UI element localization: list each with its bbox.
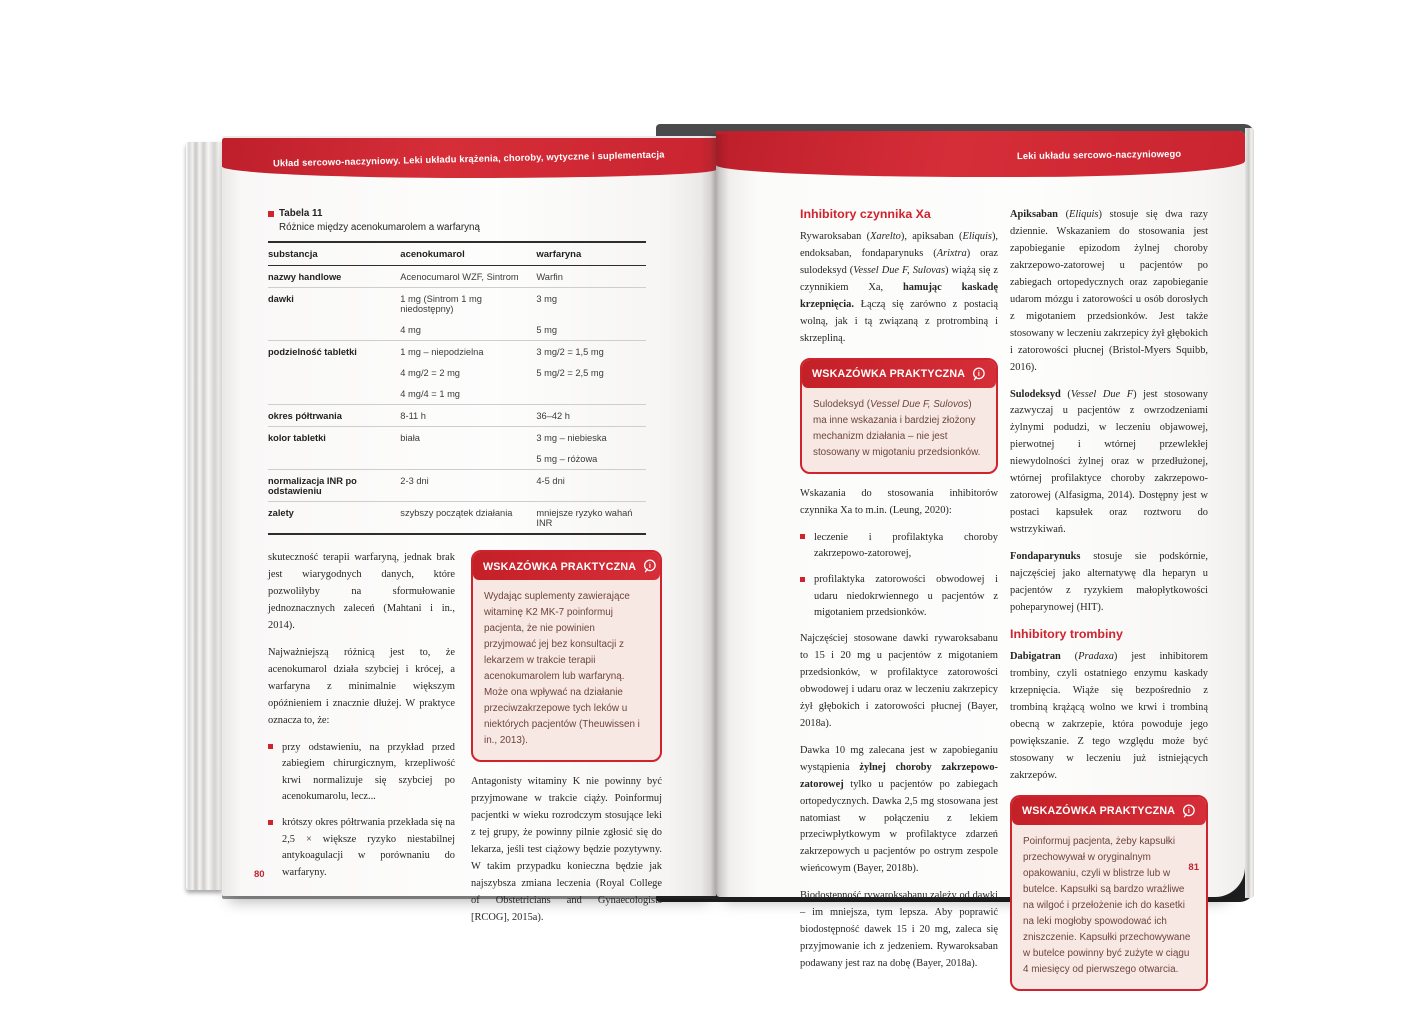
- table-cell: okres półtrwania: [268, 405, 400, 427]
- table-label-row: [268, 208, 662, 219]
- table-cell: [268, 362, 400, 383]
- info-icon: [971, 367, 986, 382]
- table-cell: [268, 383, 400, 405]
- table-cell: 3 mg – niebieska: [536, 427, 646, 449]
- section-title: Inhibitory trombiny: [1010, 626, 1123, 641]
- table-row: [268, 383, 646, 405]
- table-cell: 5 mg: [536, 324, 558, 335]
- left-page-content: [268, 208, 662, 937]
- right-running-header: Leki układu sercowo-naczyniowego: [1016, 147, 1182, 161]
- table-cell: [536, 383, 646, 405]
- table-cell: 1 mg – niepodzielna: [400, 341, 536, 363]
- tip-box-header: [1012, 797, 1206, 825]
- table-cell: [268, 319, 400, 341]
- table-cell: [268, 448, 400, 470]
- paragraph: Fondaparynuks stosuje sie podskórnie, najczęściej jako alternatywę dla heparyn u pacjentów z ryzykiem małopłytkowości poheparynowej (HIT).: [1010, 551, 1208, 613]
- table-cell: 2-3 dni: [400, 470, 536, 502]
- table-row: [268, 266, 646, 288]
- svg-text:i: i: [649, 562, 652, 570]
- paragraph: Dabigatran (Pradaxa) jest inhibitorem trombiny, czyli ostatniego enzymu kaskady krzepnięcia. Wiąże się bezpośrednio z trombiną krążącą wolno we krwi i trombiną obecną w zakrzepie, która powoduje jego powiększanie. Z tego względu może być stosowany w leczeniu już istniejących zakrzepów.: [1010, 650, 1208, 781]
- paragraph: Antagonisty witaminy K nie powinny być przyjmowane w trakcie ciąży. Poinformuj pacjentki w wieku rozrodczym stosujące leki z tej grupy, że powinny pilnie zgłosić się do lekarza, jeśli test ciążowy będzie pozytywny. W takim przypadku konieczna będzie jak najszybsza zmiana leczenia (Royal College of Obstetricians and Gynaecologists [RCOG], 2015a).: [471, 776, 662, 924]
- bullet-square-icon: [800, 534, 805, 539]
- table-cell: 8-11 h: [400, 405, 536, 427]
- paragraph: Wskazania do stosowania inhibitorów czynnika Xa to m.in. (Leung, 2020):: [800, 487, 998, 516]
- bullet-square-icon: [268, 744, 273, 749]
- tip-box-title: WSKAZÓWKA PRAKTYCZNA: [483, 560, 637, 573]
- column-header: acenokumarol: [400, 242, 536, 266]
- list-item: [268, 815, 455, 882]
- table-row: [268, 341, 646, 363]
- table-row: [268, 448, 646, 470]
- table-cell: 4-5 dni: [536, 470, 646, 502]
- paragraph: Biodostępność rywaroksabanu zależy od dawki – im mniejsza, tym lepsza. Aby poprawić biodostępność dawek 15 i 20 mg, zaleca się przyjmowanie ich z jedzeniem. Rywaroksaban podawany jest raz na dobę (Bayer, 2018a).: [800, 890, 998, 970]
- table-label: Tabela 11: [279, 208, 323, 219]
- table-cell: szybszy początek działania: [400, 502, 536, 535]
- right-header-band: [716, 131, 1245, 177]
- info-icon: [642, 559, 657, 574]
- table-cell: 4 mg/2 = 2 mg: [400, 367, 460, 378]
- left-page-column-1: [268, 550, 455, 937]
- table-cell: [400, 448, 536, 470]
- right-page-column-2: [1010, 207, 1208, 1003]
- page-number: 80: [254, 869, 265, 880]
- page-number: 81: [1188, 862, 1199, 873]
- paragraph: Apiksaban (Eliquis) stosuje się dwa razy dziennie. Wskazaniem do stosowania jest zapobieganie epizodom żylnej choroby zakrzepowo-zatorowej u pacjentów po zabiegach ortopedycznych oraz zapobieganie udarom mózgu i zatorowości u osób dorosłych z migotaniem przedsionków. Jest także stosowany w leczeniu zakrzepicy żył głębokich i zatorowości płucnej (Bristol-Myers Squibb, 2016).: [1010, 209, 1208, 373]
- column-header: substancja: [268, 242, 400, 266]
- open-book: [186, 118, 1254, 975]
- list-item: [800, 572, 998, 622]
- left-page-stack-edges: [186, 142, 222, 890]
- paragraph: skuteczność terapii warfaryną, jednak brak jest wiarygodnych danych, które pozwoliłyby na sformułowanie jednoznacznych zaleceń (Mahtani i in., 2014).: [268, 552, 455, 631]
- table-header-row: [268, 242, 646, 266]
- left-page-column-2: [471, 550, 662, 937]
- table-cell: 4 mg: [400, 324, 421, 335]
- table-cell: 3 mg/2 = 1,5 mg: [536, 341, 646, 363]
- tip-box-header: [802, 360, 996, 388]
- tip-box-body: Sulodeksyd (Vessel Due F, Sulovos) ma inne wskazania i bardziej złożony mechanizm działania – nie jest stosowany w migotaniu przedsionków.: [813, 398, 981, 458]
- table-cell: Acenocumarol WZF, Sintrom: [400, 271, 519, 282]
- bullet-list: [800, 530, 998, 622]
- table-row: [268, 427, 646, 449]
- section-title: Inhibitory czynnika Xa: [800, 207, 931, 221]
- table-cell: kolor tabletki: [268, 427, 400, 449]
- table-cell: 1 mg (Sintrom 1 mg niedostępny): [400, 288, 536, 320]
- list-item-text: leczenie i profilaktyka choroby zakrzepowo-zatorowej,: [814, 531, 998, 560]
- tip-box-title: WSKAZÓWKA PRAKTYCZNA: [812, 368, 966, 381]
- paragraph: Najważniejszą różnicą jest to, że acenokumarol działa szybciej i krócej, a warfaryna z minimalnie większym opóźnieniem i znacznie dłużej. W praktyce oznacza to, że:: [268, 646, 455, 726]
- table-cell: mniejsze ryzyko wahań INR: [536, 502, 646, 535]
- paragraph: Sulodeksyd (Vessel Due F) jest stosowany zazwyczaj u pacjentów z owrzodzeniami żylnymi podudzi, w leczeniu objawowej, pierwotnej i wtórnej przewlekłej niewydolności żylnej oraz w przedłużonej, wtórnej profilaktyce choroby zakrzepowo-zatorowej (Alfasigma, 2014). Dostępny jest w postaci kapsułek oraz roztworu do wstrzykiwań.: [1010, 388, 1208, 536]
- table-cell: 3 mg: [536, 288, 646, 320]
- table-cell: 36–42 h: [536, 405, 646, 427]
- right-page-content: [800, 207, 1208, 1003]
- paragraph: Rywaroksaban (Xarelto), apiksaban (Eliquis), endoksaban, fondaparynuks (Arixtra) oraz sulodeksyd (Vessel Due F, Sulovas) wiążą się z czynnikiem Xa, hamując kaskadę krzepnięcia. Łączą się zarówno z postacią wolną, jak i tą związaną z protrombiną i skrzepliną.: [800, 231, 999, 344]
- tip-box-body: Wydając suplementy zawierające witaminę K2 MK-7 poinformuj pacjenta, że nie powinien przyjmować jej bez konsultacji z lekarzem w trakcie terapii acenokumarolem lub warfaryną. Może ona wpływać na działanie przeciwzakrzepowe tych leków u niektórych pacjentów (Theuwissen i in., 2013).: [484, 591, 640, 747]
- table-cell: normalizacja INR po odstawieniu: [268, 470, 400, 502]
- page-left: [222, 138, 716, 924]
- list-item-text: krótszy okres półtrwania przekłada się na 2,5 × większe ryzyko niestabilnej antykoagulacji w porównaniu do warfaryny.: [282, 817, 455, 879]
- paragraph: Najczęściej stosowane dawki rywaroksabanu to 15 i 20 mg u pacjentów z migotaniem przedsionków, w profilaktyce zatorowości obwodowej i udaru oraz w leczeniu zakrzepicy żył głębokich i zatorowości płucnej (Bayer, 2018a).: [800, 632, 998, 729]
- table-cell: dawki: [268, 288, 400, 320]
- right-page-column-1: [800, 207, 998, 1003]
- list-item: [268, 740, 455, 807]
- table-label-bullet: [268, 211, 274, 217]
- tip-box: [1010, 795, 1208, 991]
- list-item: [800, 530, 998, 563]
- table-cell: podzielność tabletki: [268, 341, 400, 363]
- column-header: warfaryna: [536, 242, 646, 266]
- svg-text:i: i: [1188, 806, 1191, 815]
- right-page-stack-edges: [1245, 128, 1254, 898]
- table-cell: 4 mg/4 = 1 mg: [400, 388, 460, 399]
- tip-box-header: [473, 552, 660, 580]
- left-running-header: Układ sercowo-naczyniowy. Leki układu krążenia, choroby, wytyczne i suplementacja: [273, 148, 665, 168]
- bullet-list: [268, 740, 455, 882]
- tip-box-title: WSKAZÓWKA PRAKTYCZNA: [1022, 805, 1176, 818]
- info-icon: [1181, 804, 1196, 819]
- table-row: [268, 288, 646, 320]
- paragraph: Dawka 10 mg zalecana jest w zapobieganiu wystąpienia żylnej choroby zakrzepowo-zatorowej tylko u pacjentów po zabiegach ortopedycznych. Dawka 2,5 mg stosowana jest natomiast w połączeniu z lekiem przeciwpłytkowym w profilaktyce zdarzeń zakrzepowych u pacjentów po ostrym zespole wieńcowym (Bayer, 2018b).: [800, 744, 998, 875]
- table-row: [268, 502, 646, 535]
- table-caption: Różnice między acenokumarolem a warfaryną: [279, 222, 480, 233]
- comparison-table: [268, 241, 646, 535]
- table-row: [268, 362, 646, 383]
- table-cell: nazwy handlowe: [268, 271, 342, 282]
- tip-box: [471, 550, 662, 762]
- svg-text:i: i: [978, 369, 981, 378]
- list-item-text: profilaktyka zatorowości obwodowej i udaru niedokrwiennego u pacjentów z migotaniem przedsionków.: [814, 574, 998, 619]
- table-cell: 5 mg – różowa: [536, 453, 598, 464]
- table-row: [268, 405, 646, 427]
- tip-box-body: Poinformuj pacjenta, żeby kapsułki przechowywał w oryginalnym opakowaniu, czyli w blistrze lub w butelce. Kapsułki są bardzo wrażliwe na wilgoć i przełożenie ich do kasetki na leki mogłoby spowodować ich zniszczenie. Kapsułki przechowywane w butelce powinny być zużyte w ciągu 4 miesięcy od pierwszego otwarcia.: [1023, 835, 1191, 975]
- table-cell: biała: [400, 427, 536, 449]
- table-row: [268, 319, 646, 341]
- table-row: [268, 470, 646, 502]
- bullet-square-icon: [268, 820, 273, 825]
- left-header-band: [222, 138, 716, 178]
- table-cell: Warfin: [536, 271, 563, 282]
- list-item-text: przy odstawieniu, na przykład przed zabiegiem chirurgicznym, krzepliwość krwi normalizuje się szybciej po acenokumarolu, lecz...: [282, 741, 455, 803]
- table-cell: zalety: [268, 502, 400, 535]
- page-right: [716, 131, 1245, 975]
- table-cell: 5 mg/2 = 2,5 mg: [536, 367, 604, 378]
- tip-box: [800, 358, 998, 474]
- bullet-square-icon: [800, 577, 805, 582]
